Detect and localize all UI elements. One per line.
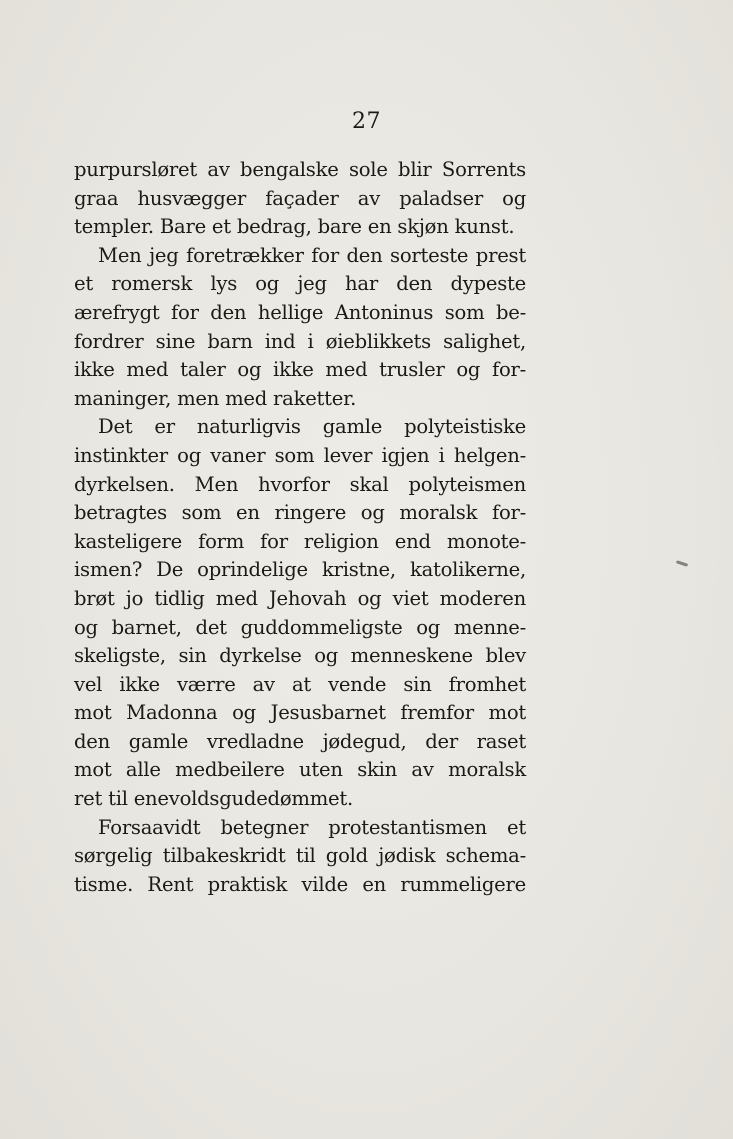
text-line: ismen? De oprindelige kristne, katolikerne, xyxy=(74,558,526,582)
text-line: ikke med taler og ikke med trusler og for- xyxy=(74,358,526,382)
text-line: et romersk lys og jeg har den dypeste xyxy=(74,272,526,296)
text-line: og barnet, det guddommeligste og menne- xyxy=(74,615,526,639)
text-line: maninger, men med raketter. xyxy=(74,386,357,410)
text-line: skeligste, sin dyrkelse og menneskene blev xyxy=(74,644,526,668)
text-line: vel ikke værre av at vende sin fromhet xyxy=(74,672,526,696)
text-line: templer. Bare et bedrag, bare en skjøn kunst. xyxy=(74,215,515,239)
text-line: purpursløret av bengalske sole blir Sorrents xyxy=(74,158,526,181)
text-line: brøt jo tidlig med Jehovah og viet moderen xyxy=(74,586,526,610)
text-line: Forsaavidt betegner protestantismen et xyxy=(98,815,526,839)
page-number: 27 xyxy=(352,109,381,134)
text-line: graa husvægger façader av paladser og xyxy=(74,186,526,210)
text-line: mot alle medbeilere uten skin av moralsk xyxy=(74,758,526,782)
text-line: ret til enevoldsgudedømmet. xyxy=(74,787,353,811)
text-line: sørgelig tilbakeskridt til gold jødisk schema- xyxy=(74,844,526,868)
text-line: mot Madonna og Jesusbarnet fremfor mot xyxy=(74,701,526,725)
text-line: Men jeg foretrækker for den sorteste prest xyxy=(98,243,526,267)
text-line: instinkter og vaner som lever igjen i helgen- xyxy=(74,443,526,467)
paper-speck xyxy=(676,560,688,567)
text-line: tisme. Rent praktisk vilde en rummeligere xyxy=(74,872,526,896)
body-text xyxy=(74,156,526,899)
text-line: Det er naturligvis gamle polyteistiske xyxy=(98,415,526,439)
text-line: dyrkelsen. Men hvorfor skal polyteismen xyxy=(74,472,526,496)
text-line: betragtes som en ringere og moralsk for- xyxy=(74,501,526,525)
text-line: kasteligere form for religion end monote- xyxy=(74,529,526,553)
text-line: fordrer sine barn ind i øieblikkets salighet, xyxy=(74,329,526,353)
text-line: ærefrygt for den hellige Antoninus som be- xyxy=(74,300,526,324)
text-line: den gamle vredladne jødegud, der raset xyxy=(74,729,526,753)
